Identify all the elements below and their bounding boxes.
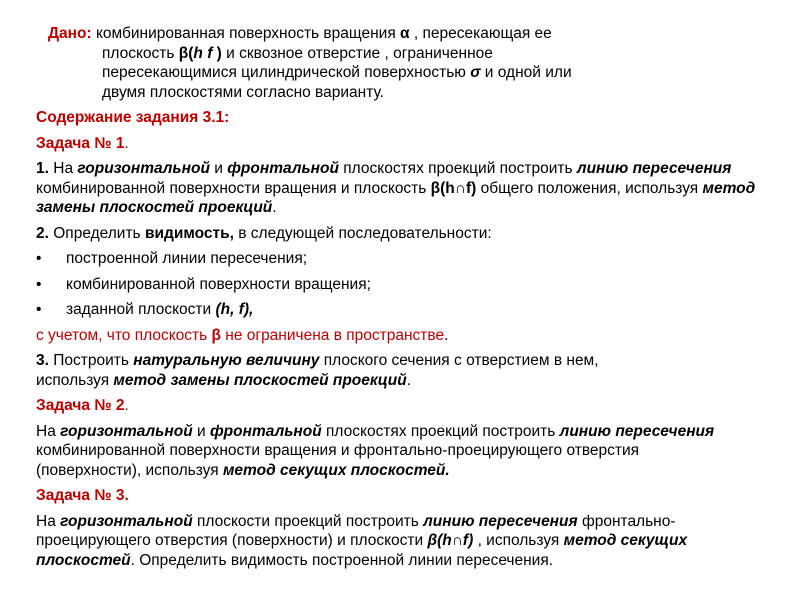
content-heading: Содержание задания 3.1: xyxy=(36,109,230,126)
bullet-item: • заданной плоскости (h, f), xyxy=(36,301,254,318)
task-2-text: На горизонтальной и фронтальной плоскостях проекций построить линию пересечения комбинированной поверхности вращения и фронтально-проецирующего отверстия (поверхности), используя метод секущих плоскостей. xyxy=(36,422,715,479)
task-3-title: Задача № 3. xyxy=(36,487,129,504)
task-1-item-3: 3. Построить натуральную величину плоского сечения с отверстием в нем, используя метод замены плоскостей проекций. xyxy=(36,352,599,389)
given-line-3: пересекающимися цилиндрической поверхностью σ и одной или xyxy=(102,64,572,81)
bullet-item: • построенной линии пересечения; xyxy=(36,250,308,267)
given-label: Дано: xyxy=(48,25,92,42)
task-1-item-1: 1. На горизонтальной и фронтальной плоскостях проекций построить линию пересечения комбинированной поверхности вращения и плоскость β(h∩f) общего положения, используя метод замены плоскостей проекций. xyxy=(36,160,756,216)
given-line-2: плоскость β(h f ) и сквозное отверстие , ограниченное xyxy=(102,44,493,62)
bullet-dot-icon: • xyxy=(36,275,42,293)
given-block xyxy=(48,24,668,102)
task-1-note: с учетом, что плоскость β не ограничена в пространстве. xyxy=(36,326,449,344)
bullet-dot-icon: • xyxy=(36,250,42,267)
given-line-1: Дано: комбинированная поверхность вращения α , пересекающая ее xyxy=(48,25,552,42)
bullet-dot-icon: • xyxy=(36,301,42,318)
task-2-title: Задача № 2. xyxy=(36,397,129,414)
task-3-text: На горизонтальной плоскости проекций построить линию пересечения фронтально-проецирующего отверстия (поверхности) и плоскости β(h∩f) , используя метод секущих плоскостей. Определить видимость построенной линии пересечения. xyxy=(36,512,688,569)
bullet-item: • комбинированной поверхности вращения; xyxy=(36,275,371,293)
task-1-title: Задача № 1. xyxy=(36,134,129,152)
task-content xyxy=(36,108,776,576)
sigma-symbol: σ xyxy=(470,64,481,81)
alpha-symbol: α xyxy=(400,25,410,42)
given-line-4: двумя плоскостями согласно варианту. xyxy=(102,83,384,101)
task-1-item-2: 2. Определить видимость, в следующей последовательности: xyxy=(36,224,492,242)
